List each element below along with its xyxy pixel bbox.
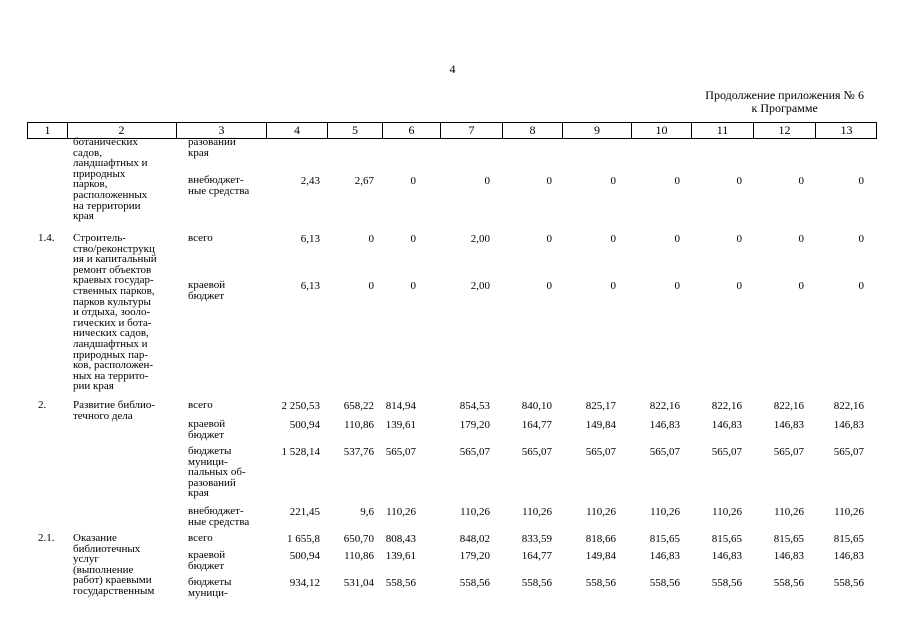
event-name: Развитие библио- течного дела <box>73 399 156 422</box>
value-cell-col-4: 2,43 <box>300 175 320 187</box>
value-cell-col-8: 558,56 <box>521 577 552 589</box>
value-cell-col-5: 658,22 <box>343 400 374 412</box>
value-cell-col-12: 110,26 <box>774 506 804 518</box>
value-cell-col-13: 0 <box>858 175 864 187</box>
value-cell-col-9: 149,84 <box>585 550 616 562</box>
value-cell-col-10: 146,83 <box>649 550 680 562</box>
value-cell-col-7: 110,26 <box>460 506 490 518</box>
continuation-line-2: к Программе <box>751 101 818 115</box>
value-cell-col-6: 808,43 <box>385 533 416 545</box>
row-number: 2. <box>38 399 47 411</box>
funding-source: краевой бюджет <box>188 418 226 441</box>
value-cell-col-6: 139,61 <box>385 419 416 431</box>
value-cell-col-4: 934,12 <box>289 577 320 589</box>
value-cell-col-6: 0 <box>410 233 416 245</box>
value-cell-col-11: 110,26 <box>712 506 742 518</box>
funding-source: краевой бюджет <box>188 279 226 302</box>
header-cell-11: 11 <box>692 123 754 138</box>
funding-source: бюджеты муници- <box>188 576 232 599</box>
value-cell-col-12: 146,83 <box>773 550 804 562</box>
value-cell-col-10: 565,07 <box>649 446 680 458</box>
value-cell-col-4: 1 655,8 <box>287 533 320 545</box>
value-cell-col-8: 833,59 <box>521 533 552 545</box>
header-cell-2: 2 <box>67 123 177 138</box>
value-cell-col-6: 814,94 <box>385 400 416 412</box>
value-cell-col-4: 500,94 <box>289 419 320 431</box>
event-name: Строитель- ство/реконструкц ия и капитальный ремонт объектов краевых государ- ственных парков, парков культуры и отдыха, зооло- гических и бота- нических садов, ландшафтных и природных пар- ков, расположен- ных на террито- рии края <box>73 232 157 393</box>
header-cell-6: 6 <box>383 123 441 138</box>
value-cell-col-7: 558,56 <box>459 577 490 589</box>
value-cell-col-11: 822,16 <box>711 400 742 412</box>
value-cell-col-7: 848,02 <box>459 533 490 545</box>
value-cell-col-10: 822,16 <box>649 400 680 412</box>
value-cell-col-7: 2,00 <box>470 280 490 292</box>
value-cell-col-6: 0 <box>410 175 416 187</box>
value-cell-col-11: 0 <box>736 175 742 187</box>
header-cell-3: 3 <box>177 123 267 138</box>
funding-source: внебюджет- ные средства <box>188 174 250 197</box>
header-cell-10: 10 <box>632 123 692 138</box>
value-cell-col-13: 565,07 <box>833 446 864 458</box>
value-cell-col-12: 815,65 <box>773 533 804 545</box>
value-cell-col-9: 0 <box>610 280 616 292</box>
header-cell-9: 9 <box>563 123 632 138</box>
value-cell-col-9: 825,17 <box>585 400 616 412</box>
value-cell-col-9: 558,56 <box>585 577 616 589</box>
header-cell-5: 5 <box>328 123 383 138</box>
value-cell-col-8: 0 <box>546 233 552 245</box>
value-cell-col-12: 558,56 <box>773 577 804 589</box>
page-number: 4 <box>449 62 456 76</box>
value-cell-col-5: 9,6 <box>360 506 374 518</box>
value-cell-col-11: 0 <box>736 280 742 292</box>
header-cell-13: 13 <box>840 123 853 137</box>
value-cell-col-7: 179,20 <box>459 550 490 562</box>
value-cell-col-13: 558,56 <box>833 577 864 589</box>
value-cell-col-5: 110,86 <box>344 419 374 431</box>
value-cell-col-9: 0 <box>610 175 616 187</box>
appendix-continuation-note <box>705 89 864 115</box>
value-cell-col-12: 146,83 <box>773 419 804 431</box>
funding-source: бюджеты муници- пальных об- разований края <box>188 445 246 500</box>
funding-source: внебюджет- ные средства <box>188 505 250 528</box>
value-cell-col-5: 110,86 <box>344 550 374 562</box>
value-cell-col-10: 815,65 <box>649 533 680 545</box>
value-cell-col-12: 0 <box>798 280 804 292</box>
value-cell-col-6: 565,07 <box>385 446 416 458</box>
value-cell-col-4: 6,13 <box>300 233 320 245</box>
header-cell-8: 8 <box>503 123 563 138</box>
funding-source: всего <box>188 232 213 244</box>
value-cell-col-9: 565,07 <box>585 446 616 458</box>
value-cell-col-13: 110,26 <box>834 506 864 518</box>
value-cell-col-7: 565,07 <box>459 446 490 458</box>
value-cell-col-10: 0 <box>674 175 680 187</box>
value-cell-col-13: 146,83 <box>833 550 864 562</box>
row-number: 1.4. <box>38 232 55 244</box>
value-cell-col-13: 0 <box>858 280 864 292</box>
value-cell-col-7: 179,20 <box>459 419 490 431</box>
value-cell-col-10: 558,56 <box>649 577 680 589</box>
value-cell-col-8: 164,77 <box>521 550 552 562</box>
value-cell-col-8: 0 <box>546 175 552 187</box>
event-name: ботанических садов, ландшафтных и природных парков, расположенных на территории края <box>73 136 148 223</box>
value-cell-col-9: 818,66 <box>585 533 616 545</box>
value-cell-col-8: 0 <box>546 280 552 292</box>
value-cell-col-10: 110,26 <box>650 506 680 518</box>
value-cell-col-13: 815,65 <box>833 533 864 545</box>
continuation-line-1: Продолжение приложения № 6 <box>705 88 864 102</box>
value-cell-col-7: 854,53 <box>459 400 490 412</box>
value-cell-col-5: 0 <box>368 280 374 292</box>
value-cell-col-8: 840,10 <box>521 400 552 412</box>
value-cell-col-11: 146,83 <box>711 550 742 562</box>
value-cell-col-5: 2,67 <box>354 175 374 187</box>
value-cell-col-5: 0 <box>368 233 374 245</box>
value-cell-col-6: 0 <box>410 280 416 292</box>
value-cell-col-13: 0 <box>858 233 864 245</box>
header-cell-4: 4 <box>267 123 328 138</box>
value-cell-col-9: 149,84 <box>585 419 616 431</box>
funding-source: всего <box>188 532 213 544</box>
value-cell-col-8: 110,26 <box>522 506 552 518</box>
header-cell-7: 7 <box>441 123 503 138</box>
value-cell-col-5: 531,04 <box>343 577 374 589</box>
value-cell-col-8: 164,77 <box>521 419 552 431</box>
value-cell-col-11: 565,07 <box>711 446 742 458</box>
value-cell-col-4: 221,45 <box>289 506 320 518</box>
value-cell-col-8: 565,07 <box>521 446 552 458</box>
header-cell-1: 1 <box>28 123 68 138</box>
value-cell-col-12: 0 <box>798 175 804 187</box>
value-cell-col-4: 500,94 <box>289 550 320 562</box>
value-cell-col-12: 0 <box>798 233 804 245</box>
value-cell-col-6: 558,56 <box>385 577 416 589</box>
funding-source: всего <box>188 399 213 411</box>
value-cell-col-13: 146,83 <box>833 419 864 431</box>
value-cell-col-11: 146,83 <box>711 419 742 431</box>
value-cell-col-9: 110,26 <box>586 506 616 518</box>
value-cell-col-5: 650,70 <box>343 533 374 545</box>
value-cell-col-12: 565,07 <box>773 446 804 458</box>
value-cell-col-6: 139,61 <box>385 550 416 562</box>
value-cell-col-10: 0 <box>674 233 680 245</box>
value-cell-col-11: 558,56 <box>711 577 742 589</box>
event-name: Оказание библиотечных услуг (выполнение работ) краевыми государственным <box>73 532 155 597</box>
value-cell-col-4: 2 250,53 <box>281 400 320 412</box>
value-cell-col-9: 0 <box>610 233 616 245</box>
value-cell-col-11: 815,65 <box>711 533 742 545</box>
value-cell-col-10: 0 <box>674 280 680 292</box>
funding-source: краевой бюджет <box>188 549 226 572</box>
row-number: 2.1. <box>38 532 55 544</box>
value-cell-col-5: 537,76 <box>343 446 374 458</box>
value-cell-col-7: 2,00 <box>470 233 490 245</box>
funding-source: разований края <box>188 136 236 159</box>
value-cell-col-7: 0 <box>484 175 490 187</box>
value-cell-col-11: 0 <box>736 233 742 245</box>
value-cell-col-4: 1 528,14 <box>281 446 320 458</box>
value-cell-col-10: 146,83 <box>649 419 680 431</box>
value-cell-col-12: 822,16 <box>773 400 804 412</box>
value-cell-col-6: 110,26 <box>386 506 416 518</box>
value-cell-col-4: 6,13 <box>300 280 320 292</box>
value-cell-col-13: 822,16 <box>833 400 864 412</box>
header-cell-12: 12 <box>754 123 816 138</box>
